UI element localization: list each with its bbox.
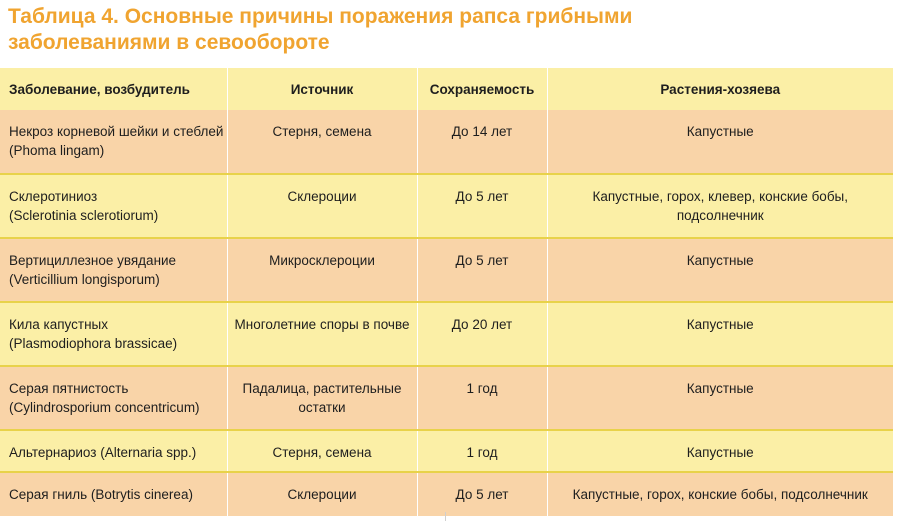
disease-name: Кила капустных xyxy=(9,317,109,332)
table-body xyxy=(0,110,893,516)
disease-cell xyxy=(0,430,227,472)
source-text-line-1: Падалица, растительные xyxy=(242,381,402,396)
source-cell xyxy=(227,110,417,174)
header-source: Источник xyxy=(227,68,417,110)
header-hosts: Растения-хозяева xyxy=(660,81,781,97)
pathogen-name: (Sclerotinia sclerotiorum) xyxy=(9,208,159,223)
pathogen-name: (Cylindrosporium concentricum) xyxy=(9,400,200,415)
hosts-cell: Капустные, горох, конские бобы, подсолнечник xyxy=(572,487,868,502)
source-cell xyxy=(227,302,417,366)
disease-cell xyxy=(0,472,227,516)
table-row xyxy=(0,430,893,472)
hosts-cell: Капустные xyxy=(547,430,893,472)
disease-cell xyxy=(0,366,227,430)
persistence-cell: До 14 лет xyxy=(417,110,547,174)
table-row xyxy=(0,302,893,366)
source-text: Стерня, семена xyxy=(272,124,372,139)
table-row xyxy=(0,174,893,238)
source-cell xyxy=(227,430,417,472)
persistence-cell: До 20 лет xyxy=(417,302,547,366)
source-text-line-2: остатки xyxy=(298,400,346,415)
disease-name: Вертициллезное увядание xyxy=(9,253,177,268)
persistence-cell: 1 год xyxy=(417,430,547,472)
header-row xyxy=(0,68,893,110)
disease-name: Склеротиниоз xyxy=(9,189,98,204)
persistence-cell: 1 год xyxy=(417,366,547,430)
table-title-line-2: заболеваниями в севообороте xyxy=(8,31,330,54)
header-persistence: Сохраняемость xyxy=(417,68,547,110)
source-cell xyxy=(227,238,417,302)
persistence-cell: До 5 лет xyxy=(417,472,547,516)
source-text: Стерня, семена xyxy=(272,445,372,460)
table-header xyxy=(0,68,893,110)
table-title-line-1: Таблица 4. Основные причины поражения рапса грибными xyxy=(8,5,633,28)
persistence-cell: До 5 лет xyxy=(417,174,547,238)
hosts-cell: Капустные xyxy=(686,253,754,268)
source-text: Склероции xyxy=(287,487,357,502)
table-row xyxy=(0,472,893,516)
pathogen-name: (Phoma lingam) xyxy=(9,143,105,158)
disease-name: Некроз корневой шейки и стеблей xyxy=(9,124,224,139)
disease-name: Серая пятнистость xyxy=(9,381,129,396)
table-row xyxy=(0,366,893,430)
source-text: Многолетние споры в почве xyxy=(234,317,410,332)
source-cell xyxy=(227,366,417,430)
bottom-divider xyxy=(445,512,446,521)
disease-name: Альтернариоз (Alternaria spp.) xyxy=(9,445,197,460)
pathogen-name: (Plasmodiophora brassicae) xyxy=(9,336,178,351)
hosts-cell: Капустные xyxy=(686,381,754,396)
header-disease: Заболевание, возбудитель xyxy=(0,68,227,110)
hosts-cell: Капустные, горох, клевер, конские бобы, подсолнечник xyxy=(547,174,893,238)
source-text: Микросклероции xyxy=(269,253,375,268)
disease-cell xyxy=(0,174,227,238)
disease-cell xyxy=(0,238,227,302)
table-title xyxy=(8,4,888,56)
diseases-table xyxy=(0,68,893,516)
table-row xyxy=(0,238,893,302)
hosts-cell: Капустные xyxy=(547,302,893,366)
source-cell xyxy=(227,472,417,516)
source-cell xyxy=(227,174,417,238)
disease-cell xyxy=(0,110,227,174)
disease-name: Серая гниль (Botrytis cinerea) xyxy=(9,487,193,502)
source-text: Склероции xyxy=(287,189,357,204)
hosts-cell: Капустные xyxy=(686,124,754,139)
disease-cell xyxy=(0,302,227,366)
persistence-cell: До 5 лет xyxy=(417,238,547,302)
table-row xyxy=(0,110,893,174)
pathogen-name: (Verticillium longisporum) xyxy=(9,272,160,287)
